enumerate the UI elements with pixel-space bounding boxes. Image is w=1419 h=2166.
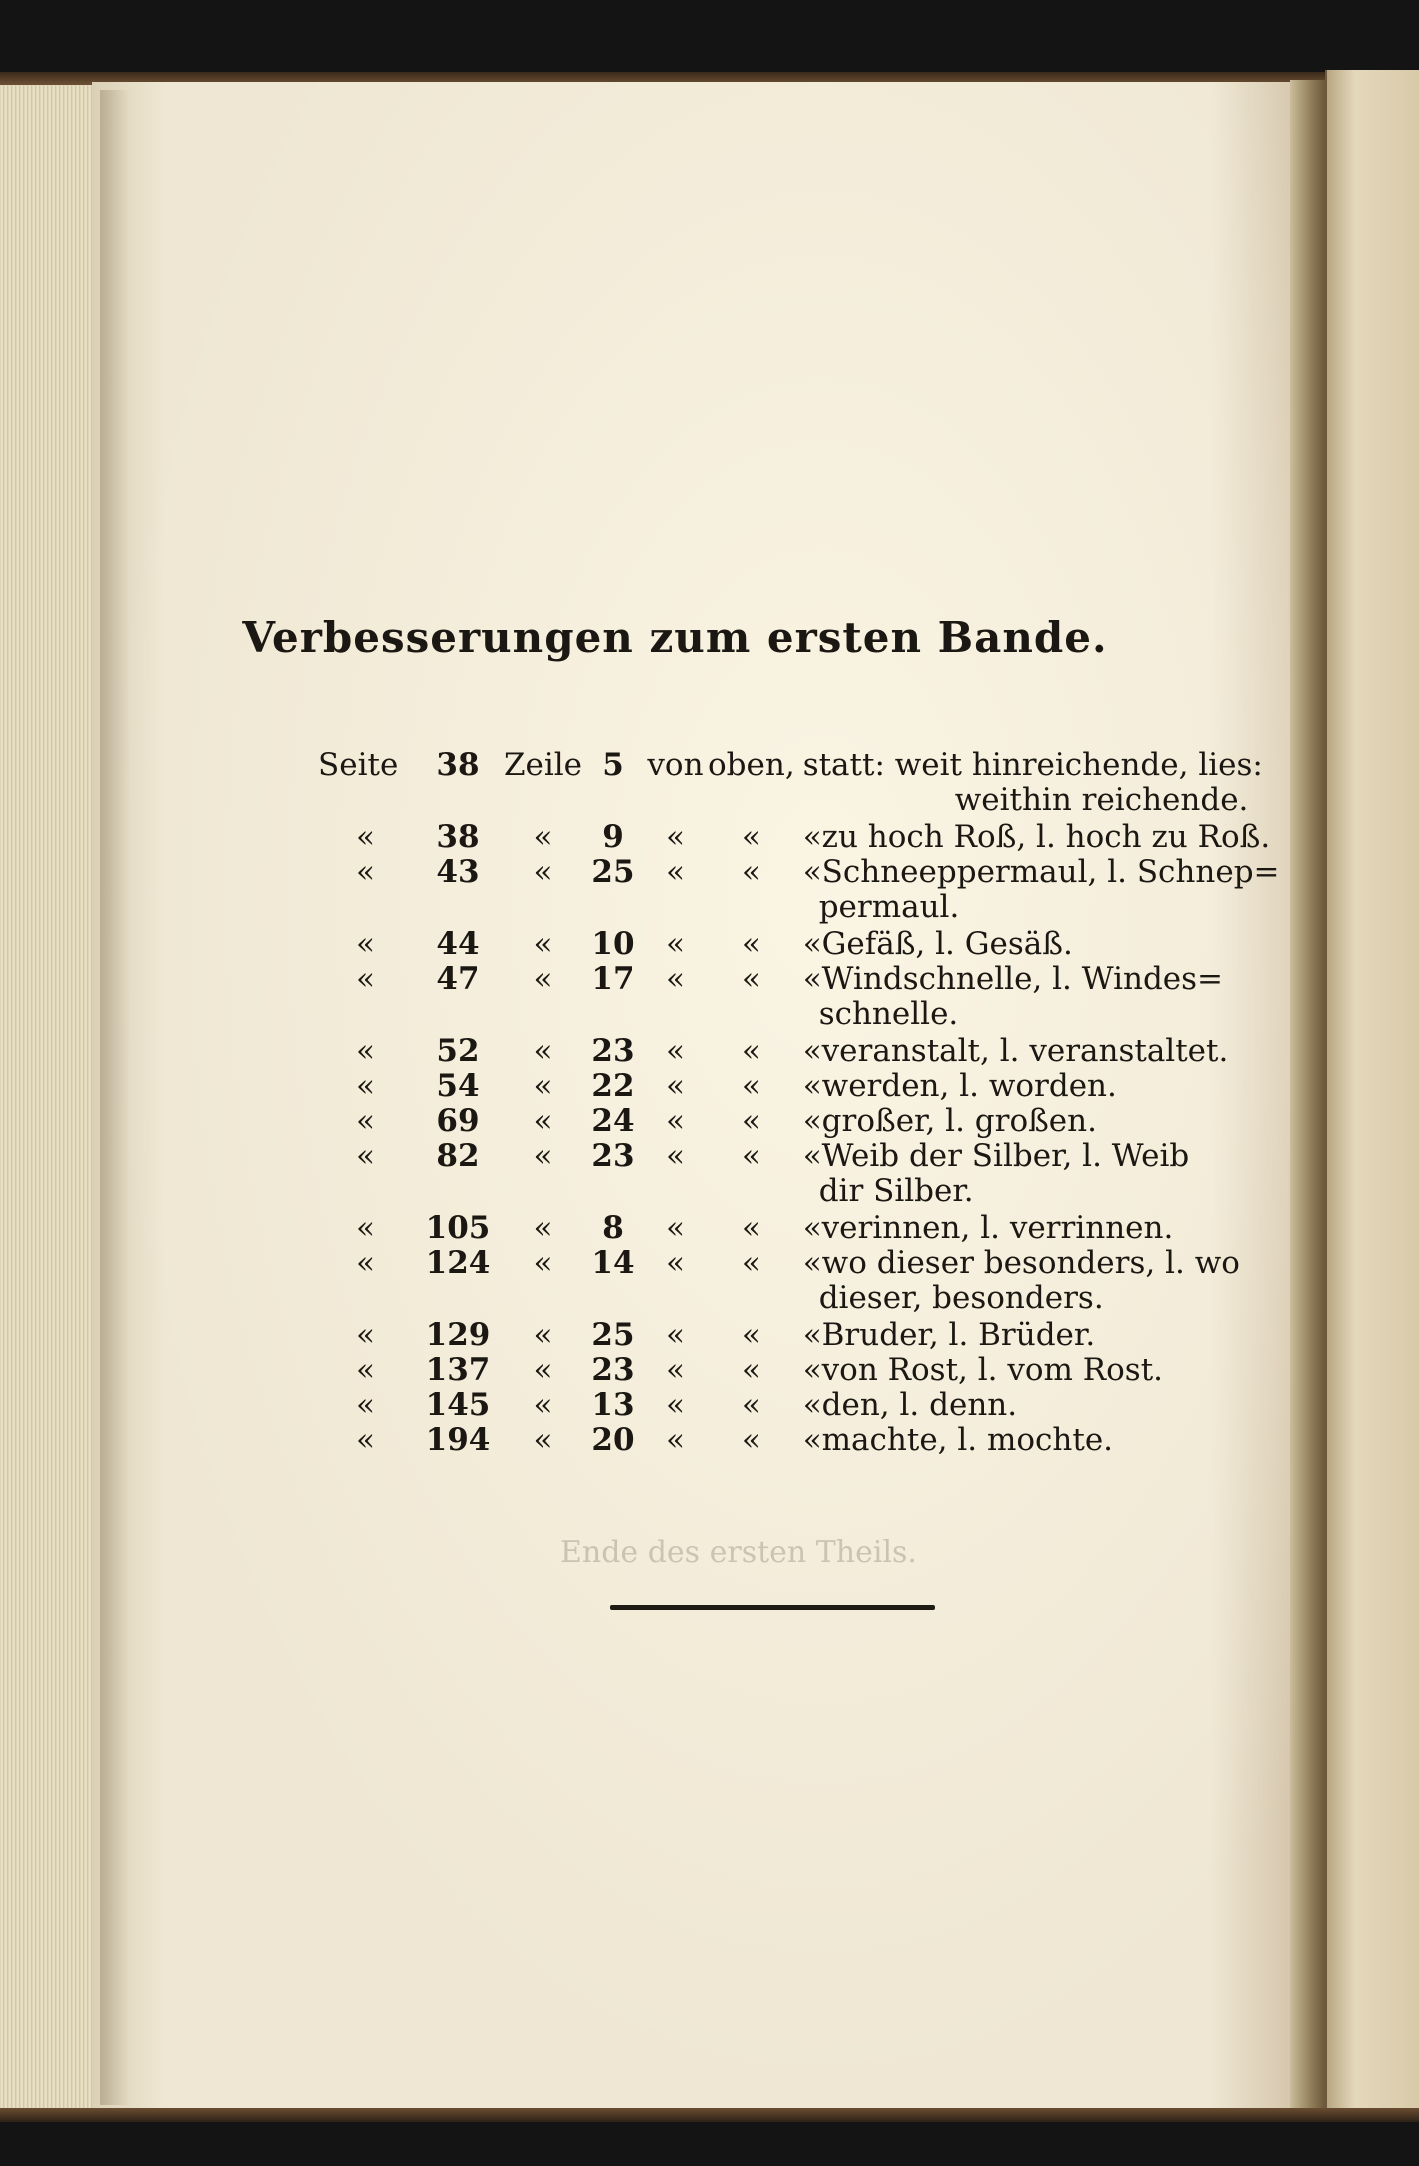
errata-row-continuation (318, 1281, 1280, 1318)
page-number: 43 (436, 854, 480, 890)
line-number: 25 (591, 854, 635, 890)
errata-row (318, 1139, 1280, 1174)
continuation-text: dir Silber. (818, 1173, 974, 1209)
errata-table (318, 748, 1280, 1458)
errata-row (318, 1423, 1280, 1458)
errata-row-continuation (318, 890, 1280, 927)
errata-row (318, 1353, 1280, 1388)
page-number: 145 (425, 1387, 491, 1423)
correction-text: «Windschnelle, l. Windes= (802, 961, 1224, 997)
line-number: 8 (602, 1210, 624, 1246)
errata-row (318, 855, 1280, 890)
errata-row (318, 1388, 1280, 1423)
ditto-mark: « (741, 1033, 761, 1069)
ditto-mark: « (666, 1068, 685, 1104)
page-number: 194 (425, 1422, 491, 1458)
page-number: 47 (436, 961, 480, 997)
closing-rule (610, 1605, 935, 1610)
continuation-text: schnelle. (818, 996, 959, 1032)
ditto-mark: « (533, 926, 553, 962)
line-number: 23 (591, 1138, 635, 1174)
ditto-mark: « (666, 1103, 685, 1139)
page-word: Seite (318, 747, 399, 783)
ditto-mark: « (533, 961, 553, 997)
page-number: 44 (436, 926, 480, 962)
ditto-mark: « (741, 1210, 761, 1246)
page-number: 105 (425, 1210, 491, 1246)
continuation-text: weithin reichende. (954, 782, 1249, 818)
ditto-mark: « (666, 1245, 685, 1281)
page-shadow (100, 90, 130, 2105)
errata-row (318, 962, 1280, 997)
ditto-mark: « (356, 1210, 375, 1246)
errata-body (318, 748, 1280, 1458)
page-number: 38 (436, 819, 480, 855)
ditto-mark: « (533, 819, 553, 855)
ditto-mark: « (356, 819, 375, 855)
ditto-mark: « (666, 926, 685, 962)
correction-text: «werden, l. worden. (802, 1068, 1117, 1104)
errata-row (318, 1246, 1280, 1281)
ditto-mark: « (666, 1387, 685, 1423)
line-number: 9 (602, 819, 624, 855)
end-note: Ende des ersten Theils. (560, 1535, 917, 1570)
page-number: 69 (436, 1103, 480, 1139)
ditto-mark: « (533, 1103, 553, 1139)
errata-row (318, 1034, 1280, 1069)
ditto-mark: « (356, 926, 375, 962)
line-number: 20 (591, 1422, 635, 1458)
errata-row (318, 1211, 1280, 1246)
ditto-mark: « (666, 1138, 685, 1174)
top-word: oben, (708, 747, 795, 783)
ditto-mark: « (741, 1422, 761, 1458)
page-number: 124 (425, 1245, 491, 1281)
correction-cell (795, 748, 1280, 783)
ditto-mark: « (741, 1387, 761, 1423)
correction-text: «Weib der Silber, l. Weib (802, 1138, 1190, 1174)
ditto-mark: « (533, 1138, 553, 1174)
ditto-mark: « (356, 1103, 375, 1139)
errata-row-continuation (318, 783, 1280, 820)
line-number: 14 (591, 1245, 635, 1281)
correction-text: «Bruder, l. Brüder. (802, 1317, 1096, 1353)
ditto-mark: « (533, 1422, 553, 1458)
page-number: 129 (425, 1317, 491, 1353)
page-number: 82 (436, 1138, 480, 1174)
ditto-mark: « (356, 1245, 375, 1281)
correction-text: «veranstalt, l. veranstaltet. (802, 1033, 1229, 1069)
ditto-mark: « (356, 1422, 375, 1458)
ditto-mark: « (356, 854, 375, 890)
page-number: 38 (436, 747, 480, 783)
errata-row-continuation (318, 997, 1280, 1034)
line-number: 5 (602, 747, 624, 783)
ditto-mark: « (533, 1317, 553, 1353)
ditto-mark: « (533, 854, 553, 890)
ditto-mark: « (533, 1068, 553, 1104)
line-word: Zeile (503, 747, 583, 783)
from-word: von (647, 747, 704, 783)
line-number: 17 (591, 961, 635, 997)
ditto-mark: « (741, 1352, 761, 1388)
correction-text: «wo dieser besonders, l. wo (802, 1245, 1240, 1281)
facing-page-edge (1325, 70, 1419, 2120)
instead-word: statt: (802, 747, 885, 783)
ditto-mark: « (666, 1317, 685, 1353)
errata-row (318, 1318, 1280, 1353)
ditto-mark: « (666, 854, 685, 890)
continuation-text: dieser, besonders. (818, 1280, 1104, 1316)
ditto-mark: « (356, 1033, 375, 1069)
ditto-mark: « (741, 1317, 761, 1353)
ditto-mark: « (533, 1352, 553, 1388)
correction-text: «großer, l. großen. (802, 1103, 1097, 1139)
ditto-mark: « (666, 819, 685, 855)
ditto-mark: « (666, 961, 685, 997)
page-number: 52 (436, 1033, 480, 1069)
ditto-mark: « (666, 1210, 685, 1246)
line-number: 24 (591, 1103, 635, 1139)
errata-row (318, 1104, 1280, 1139)
errata-row (318, 1069, 1280, 1104)
line-number: 10 (591, 926, 635, 962)
ditto-mark: « (741, 926, 761, 962)
ditto-mark: « (741, 854, 761, 890)
page-stack-edge (0, 85, 103, 2110)
ditto-mark: « (666, 1352, 685, 1388)
book-gutter (1290, 80, 1330, 2120)
ditto-mark: « (741, 1138, 761, 1174)
ditto-mark: « (741, 1068, 761, 1104)
ditto-mark: « (356, 961, 375, 997)
cover-edge-bottom (0, 2108, 1419, 2122)
correction-text: «den, l. denn. (802, 1387, 1018, 1423)
errata-row (318, 748, 1280, 783)
errata-row (318, 927, 1280, 962)
ditto-mark: « (533, 1033, 553, 1069)
ditto-mark: « (533, 1387, 553, 1423)
correction-text: «machte, l. mochte. (802, 1422, 1114, 1458)
correction-text: «verinnen, l. verrinnen. (802, 1210, 1174, 1246)
ditto-mark: « (356, 1352, 375, 1388)
line-number: 25 (591, 1317, 635, 1353)
errata-row (318, 820, 1280, 855)
correction-text: «von Rost, l. vom Rost. (802, 1352, 1164, 1388)
ditto-mark: « (356, 1068, 375, 1104)
ditto-mark: « (741, 819, 761, 855)
line-number: 23 (591, 1033, 635, 1069)
continuation-text: permaul. (818, 889, 960, 925)
correction-text: weit hinreichende, lies: (894, 747, 1263, 783)
ditto-mark: « (666, 1033, 685, 1069)
correction-text: «Schneeppermaul, l. Schnep= (802, 854, 1280, 890)
line-number: 13 (591, 1387, 635, 1423)
ditto-mark: « (741, 1103, 761, 1139)
line-number: 22 (591, 1068, 635, 1104)
page-heading: Verbesserungen zum ersten Bande. (242, 613, 1108, 663)
ditto-mark: « (741, 1245, 761, 1281)
page-number: 137 (425, 1352, 491, 1388)
ditto-mark: « (356, 1138, 375, 1174)
errata-row-continuation (318, 1174, 1280, 1211)
ditto-mark: « (741, 961, 761, 997)
ditto-mark: « (356, 1317, 375, 1353)
line-number: 23 (591, 1352, 635, 1388)
ditto-mark: « (533, 1245, 553, 1281)
ditto-mark: « (666, 1422, 685, 1458)
correction-text: «zu hoch Roß, l. hoch zu Roß. (802, 819, 1271, 855)
ditto-mark: « (356, 1387, 375, 1423)
correction-text: «Gefäß, l. Gesäß. (802, 926, 1073, 962)
ditto-mark: « (533, 1210, 553, 1246)
page-number: 54 (436, 1068, 480, 1104)
